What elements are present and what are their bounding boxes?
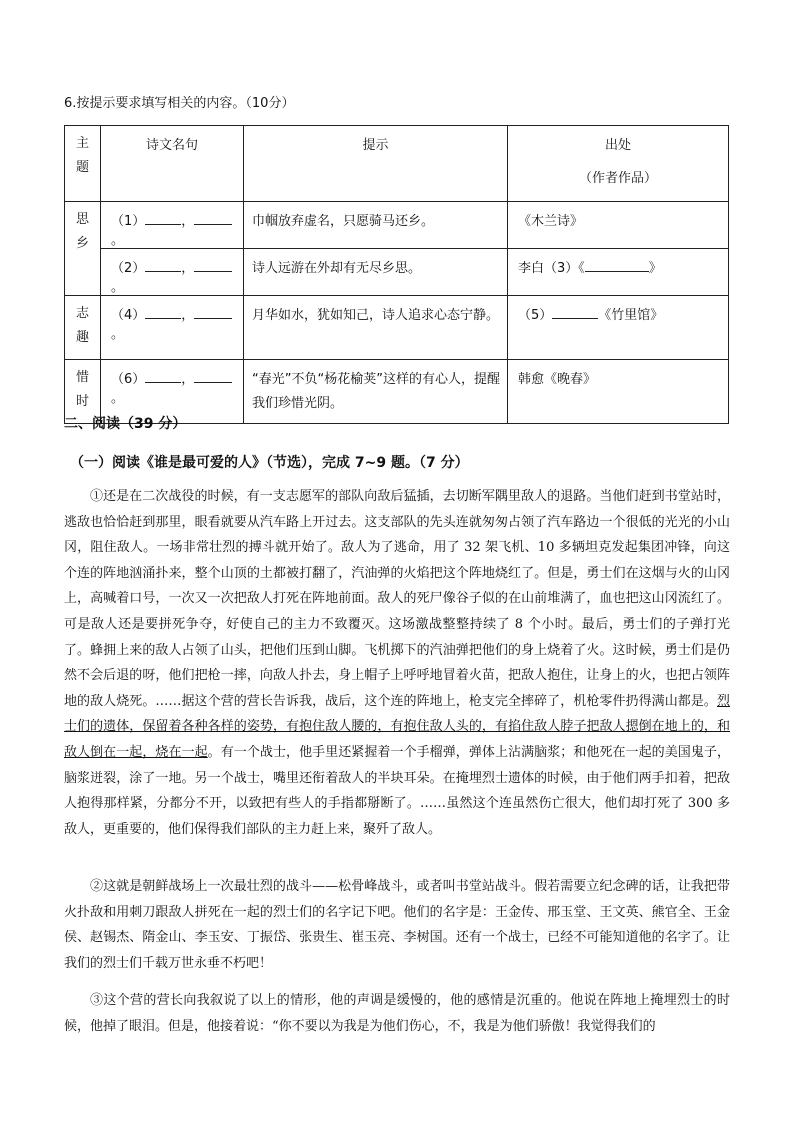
- hint-cell: 诗人远游在外却有无尽乡思。: [244, 249, 508, 296]
- subsection-1-title: （一）阅读《谁是最可爱的人》（节选），完成 7~9 题。（7 分）: [70, 455, 469, 471]
- hint-cell: “春光”不负“杨花榆荚”这样的有心人，提醒我们珍惜光阴。: [244, 360, 508, 424]
- section-2-title: 二、阅读（39 分）: [64, 416, 187, 432]
- theme-cell: [65, 202, 101, 296]
- vertical-label: 主 题: [75, 136, 89, 175]
- answer-blank[interactable]: [145, 370, 181, 383]
- poem-line-cell: [101, 202, 244, 249]
- source-prefix: （5）: [518, 308, 553, 323]
- answer-blank[interactable]: [194, 212, 232, 225]
- header-source-sub: （作者作品）: [578, 171, 657, 186]
- punct: ，: [181, 214, 195, 229]
- header-hint: 提示: [244, 126, 508, 202]
- punct: ，: [181, 261, 195, 276]
- vertical-label: 惜 时: [75, 370, 89, 409]
- answer-blank[interactable]: [145, 259, 181, 272]
- punct: ，: [181, 372, 195, 387]
- blank-label: （4）: [111, 308, 146, 323]
- source-cell: [508, 296, 729, 360]
- table-row: [65, 249, 729, 296]
- table-header-row: [65, 126, 729, 202]
- answer-blank[interactable]: [585, 259, 649, 272]
- header-line: 诗文名句: [101, 126, 244, 202]
- punct: 。: [111, 391, 125, 406]
- blank-label: （2）: [111, 261, 146, 276]
- source-suffix: 》: [648, 261, 662, 276]
- hint-cell: 月华如水，犹如知己，诗人追求心态宁静。: [244, 296, 508, 360]
- blank-label: （6）: [111, 372, 146, 387]
- source-cell: 《木兰诗》: [508, 202, 729, 249]
- answer-blank[interactable]: [194, 370, 232, 383]
- poem-table: [64, 125, 729, 424]
- passage-paragraph-3: ③这个营的营长向我叙说了以上的情形，他的声调是缓慢的，他的感情是沉重的。他说在阵地上掩埋烈士的时候，他掉了眼泪。但是，他接着说：“你不要以为我是为他们伤心，不，我是为他们骄傲！我觉得我们的: [64, 993, 730, 1034]
- vertical-label: 思 乡: [75, 212, 89, 251]
- table-row: [65, 202, 729, 249]
- underlined-sentence: 烈士们的遗体，保留着各种各样的姿势，有抱住敌人腰的，有抱住敌人头的，有掐住敌人脖子把敌人摁倒在地上的，和敌人倒在一起，烧在一起: [64, 693, 730, 760]
- header-source: [508, 126, 729, 202]
- punct: 。: [111, 233, 125, 248]
- answer-blank[interactable]: [194, 306, 232, 319]
- source-suffix: 《竹里馆》: [598, 308, 664, 323]
- answer-blank[interactable]: [194, 259, 232, 272]
- paragraph-1-text: ①还是在二次战役的时候，有一支志愿军的部队向敌后猛插，去切断军隅里敌人的退路。当他们赶到书堂站时，逃敌也恰恰赶到那里，眼看就要从汽车路上开过去。这支部队的先头连就匆匆占领了汽车路边一个很低的光光的小山冈，阻住敌人。一场非常壮烈的搏斗就开始了。敌人为了逃命，用了 32 架飞机、10 多辆坦克发起集团冲锋，向这个连的阵地汹涌扑来，整个山顶的土都被打翻了，汽油弹的火焰把这个阵地烧红了。但是，勇士们在这烟与火的山冈上，高喊着口号，一次又一次把敌人打死在阵地前面。敌人的死尸像谷子似的在山前堆满了，血也把这山冈流红了。可是敌人还是要拼死争夺，好使自己的主力不致覆灭。这场激战整整持续了 8 个小时。最后，勇士们的子弹打光了。蜂拥上来的敌人占领了山头，把他们压到山脚。飞机掷下的汽油弹把他们的身上烧着了火。这时候，勇士们是仍然不会后退的呀，他们把枪一摔，向敌人扑去，身上帽子上呼呼地冒着火苗，把敌人抱住，让身上的火，也把占领阵地的敌人烧死。……据这个营的营长告诉我，战后，这个连的阵地上，枪支完全摔碎了，机枪零件扔得满山都是。: [64, 489, 730, 709]
- table-row: [65, 296, 729, 360]
- question-6-title: 6.按提示要求填写相关的内容。（10分）: [64, 96, 295, 111]
- punct: ，: [181, 308, 195, 323]
- blank-label: （1）: [111, 214, 146, 229]
- vertical-label: 志 趣: [75, 306, 89, 345]
- paragraph-1-text-end: 。有一个战士，他手里还紧握着一个手榴弹，弹体上沾满脑浆；和他死在一起的美国鬼子，脑浆迸裂，涂了一地。另一个战士，嘴里还衔着敌人的半块耳朵。在掩埋烈士遗体的时候，由于他们两手扣着，把敌人抱得那样紧，分都分不开，以致把有些人的手指都掰断了。……虽然这个连虽然伤亡很大，他们却打死了 300 多敌人，更重要的，他们保得我们部队的主力赶上来，聚歼了敌人。: [64, 744, 730, 837]
- answer-blank[interactable]: [145, 306, 181, 319]
- header-source-title: 出处: [604, 138, 631, 153]
- passage-paragraph-2: ②这就是朝鲜战场上一次最壮烈的战斗——松骨峰战斗，或者叫书堂站战斗。假若需要立纪念碑的话，让我把带火扑敌和用刺刀跟敌人拼死在一起的烈士们的名字记下吧。他们的名字是：王金传、邢玉堂、王文英、熊官全、王金侯、赵锡杰、隋金山、李玉安、丁振岱、张贵生、崔玉亮、李树国。还有一个战士，已经不可能知道他的名字了。让我们的烈士们千载万世永垂不朽吧！: [64, 879, 730, 971]
- theme-cell: [65, 296, 101, 360]
- punct: 。: [111, 327, 125, 342]
- source-cell: [508, 249, 729, 296]
- passage-paragraph-1: [64, 484, 730, 842]
- source-prefix: 李白（3）《: [518, 261, 585, 276]
- header-theme: [65, 126, 101, 202]
- poem-line-cell: [101, 296, 244, 360]
- punct: 。: [111, 280, 125, 295]
- answer-blank[interactable]: [145, 212, 181, 225]
- answer-blank[interactable]: [552, 306, 598, 319]
- source-cell: 韩愈《晚春》: [508, 360, 729, 424]
- hint-cell: 巾帼放弃虚名，只愿骑马还乡。: [244, 202, 508, 249]
- poem-line-cell: [101, 249, 244, 296]
